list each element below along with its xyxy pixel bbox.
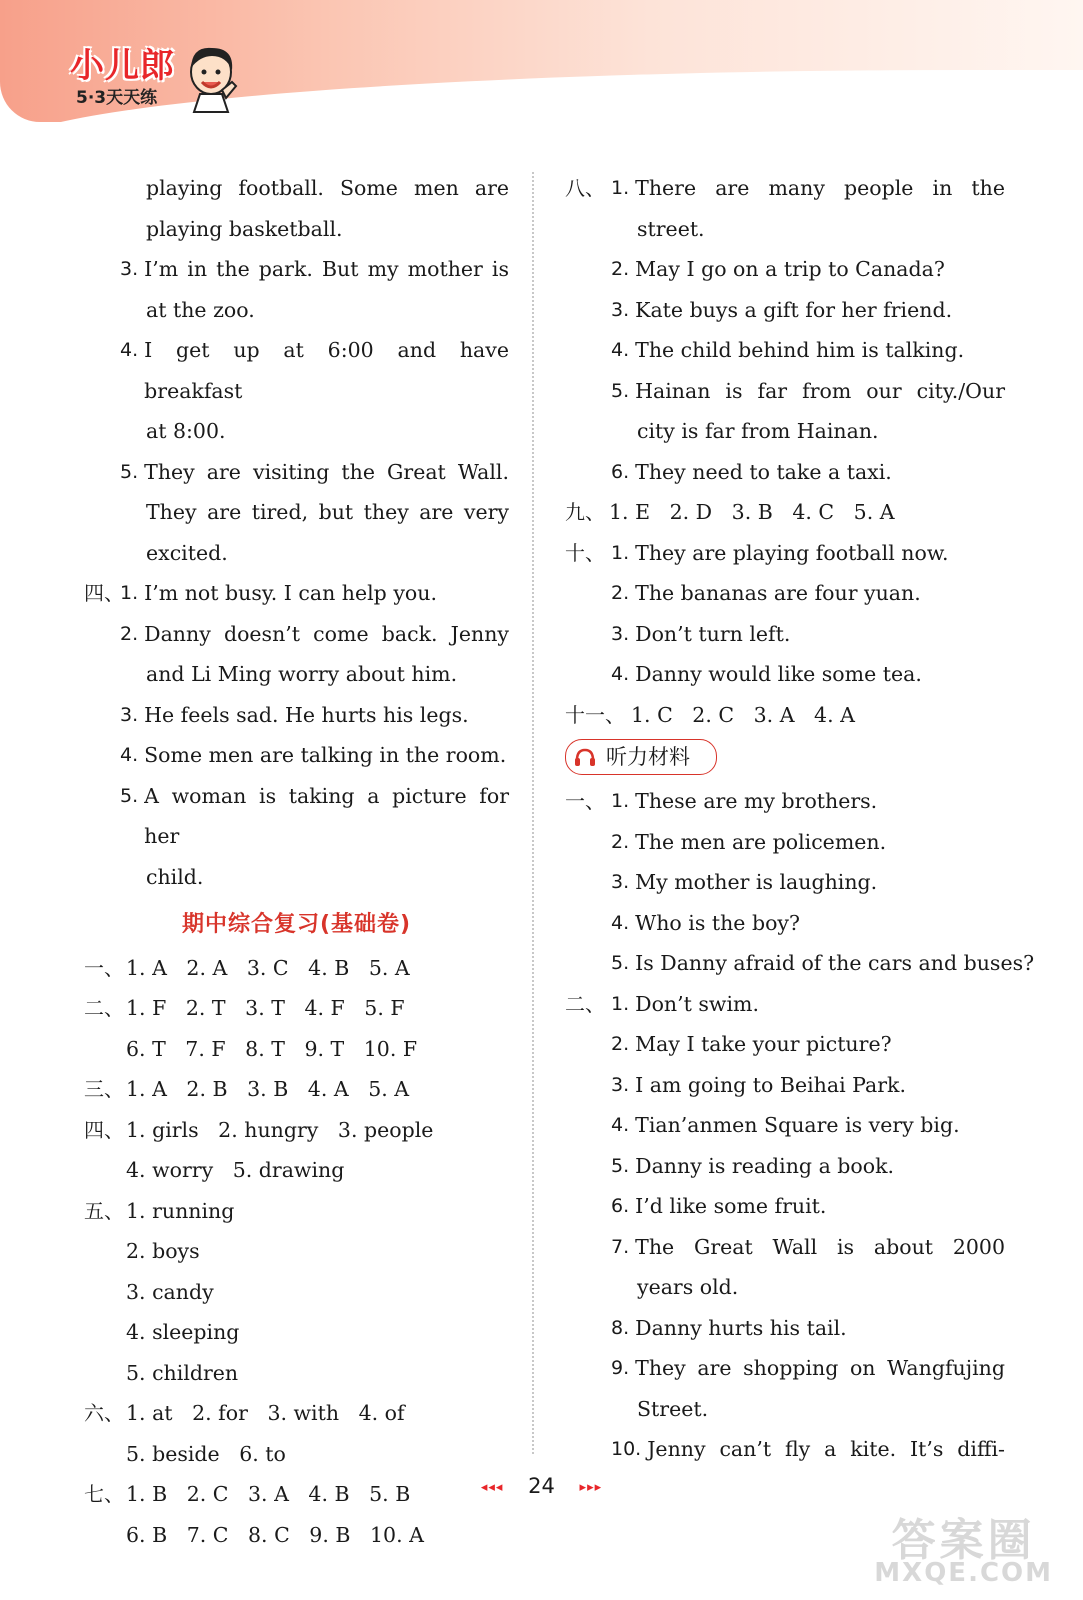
section-number: 四、 (84, 581, 124, 605)
answer-row (84, 735, 509, 776)
item-number: 2. (611, 582, 630, 604)
answer-row (565, 1227, 1005, 1268)
answer-text: My mother is laughing. (635, 870, 878, 894)
answer-row (565, 411, 1005, 452)
section-number: 十、 (565, 540, 605, 565)
answer-text: 1. A 2. A 3. C 4. B 5. A (126, 955, 410, 980)
item-number: 1. (611, 177, 630, 199)
page-footer (0, 1474, 1083, 1498)
answer-row (84, 1312, 509, 1353)
answer-row (565, 209, 1005, 250)
answer-row (565, 371, 1005, 412)
answer-text: 5. children (126, 1360, 239, 1385)
section-number: 七、 (84, 1482, 124, 1506)
answer-text: 4. sleeping (126, 1320, 240, 1344)
answer-row (565, 1389, 1005, 1430)
answer-text: Jenny can’t fly a kite. It’s diffi- (647, 1437, 1005, 1461)
answer-row (84, 1515, 509, 1556)
answer-row (84, 654, 509, 695)
item-number: 4. (120, 744, 139, 766)
answer-row (84, 290, 509, 331)
answer-text: Danny hurts his tail. (635, 1315, 847, 1340)
item-number: 4. (611, 663, 630, 685)
watermark (874, 1504, 1053, 1588)
answer-text: 1. A 2. B 3. B 4. A 5. A (126, 1077, 410, 1101)
answer-row (565, 903, 1005, 944)
answer-row (565, 1065, 1005, 1106)
answer-text: and Li Ming worry about him. (146, 662, 458, 686)
answer-text: city is far from Hainan. (637, 419, 879, 443)
answer-row (84, 452, 509, 493)
section-number: 一、 (84, 955, 124, 980)
item-number: 4. (120, 339, 139, 361)
answer-text: Who is the boy? (635, 910, 800, 935)
answer-text: 6. B 7. C 8. C 9. B 10. A (126, 1522, 424, 1547)
answer-text: Don’t turn left. (635, 621, 791, 646)
answer-row (565, 654, 1005, 695)
answer-text: playing football. Some men are (146, 176, 509, 200)
answer-text: years old. (637, 1275, 739, 1299)
answer-text: May I go on a trip to Canada? (635, 257, 945, 281)
answer-text: 3. candy (126, 1279, 214, 1304)
answer-text: They are tired, but they are very (146, 500, 509, 524)
listening-material-badge (565, 739, 717, 775)
item-number: 3. (611, 622, 630, 645)
item-number: 7. (611, 1235, 630, 1258)
answer-row (565, 492, 1005, 533)
answer-text: May I take your picture? (635, 1032, 892, 1056)
section-number: 四、 (84, 1117, 124, 1142)
answer-text: I am going to Beihai Park. (635, 1072, 906, 1097)
item-number: 1. (611, 992, 630, 1015)
answer-text: Danny doesn’t come back. Jenny (144, 621, 509, 646)
answer-row (84, 948, 509, 989)
answer-row (84, 1353, 509, 1394)
item-number: 2. (611, 830, 630, 853)
listening-material-label: 听力材料 (606, 744, 690, 769)
item-number: 4. (611, 1114, 630, 1136)
section-number: 一、 (565, 789, 605, 813)
answer-row (84, 411, 509, 452)
answer-row (565, 533, 1005, 574)
answer-row (84, 1069, 509, 1110)
answer-row (84, 492, 509, 533)
answer-row (565, 452, 1005, 493)
item-number: 1. (120, 582, 139, 604)
item-number: 5. (611, 379, 630, 402)
answer-text: They are playing football now. (635, 540, 949, 565)
answer-text: 2. boys (126, 1239, 200, 1263)
watermark-url: MXQE.COM (874, 1558, 1053, 1588)
section-number: 六、 (84, 1401, 124, 1425)
answer-row (84, 776, 509, 857)
answer-row (84, 1191, 509, 1232)
answer-row (565, 781, 1005, 822)
item-number: 3. (611, 298, 630, 321)
item-number: 8. (611, 1316, 630, 1339)
answer-row (84, 1110, 509, 1151)
answer-row (565, 822, 1005, 863)
answer-text: Street. (637, 1396, 709, 1421)
section-number: 九、 (565, 500, 605, 524)
answer-text: They are visiting the Great Wall. (144, 459, 509, 484)
section-number: 五、 (84, 1198, 124, 1223)
logo-main-text: 小儿郎 (70, 46, 175, 86)
answer-text: Is Danny afraid of the cars and buses? (635, 951, 1035, 975)
answer-text: The Great Wall is about 2000 (635, 1234, 1005, 1259)
answer-row (565, 168, 1005, 209)
answer-text: I get up at 6:00 and have breakfast (144, 338, 509, 403)
answer-text: Hainan is far from our city./Our (635, 378, 1005, 403)
answer-row (565, 1348, 1005, 1389)
item-number: 5. (120, 784, 139, 807)
item-number: 2. (611, 258, 630, 280)
answer-text: 1. girls 2. hungry 3. people (126, 1117, 434, 1142)
answer-text: playing basketball. (146, 216, 343, 241)
answer-text: They need to take a taxi. (635, 459, 892, 484)
answer-row (565, 1105, 1005, 1146)
headphones-icon (574, 747, 596, 767)
answer-row (565, 1308, 1005, 1349)
answer-row (565, 984, 1005, 1025)
answer-text: 1. B 2. C 3. A 4. B 5. B (126, 1482, 411, 1506)
answer-row (84, 1231, 509, 1272)
answer-text: at 8:00. (146, 419, 226, 443)
answer-text: Danny is reading a book. (635, 1153, 895, 1178)
item-number: 9. (611, 1357, 630, 1379)
item-number: 6. (611, 460, 630, 483)
item-number: 5. (611, 1154, 630, 1177)
column-divider (532, 172, 534, 1454)
item-number: 3. (611, 1073, 630, 1096)
answer-text: There are many people in the (635, 176, 1005, 200)
answer-row (84, 573, 509, 614)
item-number: 3. (611, 871, 630, 893)
answer-row (565, 1146, 1005, 1187)
answer-text: street. (637, 216, 705, 241)
answer-row (84, 1393, 509, 1434)
answer-row (565, 290, 1005, 331)
answer-row (565, 862, 1005, 903)
answer-row (565, 1024, 1005, 1065)
answer-row (565, 1186, 1005, 1227)
answer-row (565, 695, 1005, 736)
right-arrows-icon: ▸▸▸ (579, 1480, 603, 1495)
answer-row (84, 168, 509, 209)
answer-text: 5. beside 6. to (126, 1441, 286, 1466)
answer-text: at the zoo. (146, 297, 255, 322)
item-number: 5. (120, 460, 139, 483)
answer-text: I’d like some fruit. (635, 1194, 827, 1218)
answer-text: 1. C 2. C 3. A 4. A (631, 702, 855, 727)
answer-row (84, 330, 509, 411)
section-number: 二、 (84, 996, 124, 1020)
answer-row (565, 1429, 1005, 1470)
answer-row (84, 533, 509, 574)
answer-text: 1. E 2. D 3. B 4. C 5. A (609, 500, 895, 524)
item-number: 4. (611, 911, 630, 934)
answer-text: They are shopping on Wangfujing (635, 1356, 1005, 1380)
answer-row (84, 249, 509, 290)
answer-row (84, 695, 509, 736)
section-number: 八、 (565, 176, 605, 200)
item-number: 1. (611, 541, 630, 564)
answer-row (84, 1434, 509, 1475)
item-number: 4. (611, 339, 630, 361)
brand-logo (70, 38, 175, 108)
left-column (84, 168, 509, 1555)
section-number: 三、 (84, 1077, 124, 1101)
item-number: 3. (120, 703, 139, 726)
answer-text: Tian’anmen Square is very big. (635, 1113, 960, 1137)
answer-text: Kate buys a gift for her friend. (635, 297, 953, 322)
item-number: 5. (611, 952, 630, 974)
answer-row (565, 573, 1005, 614)
answer-text: 6. T 7. F 8. T 9. T 10. F (126, 1036, 418, 1061)
answer-row (84, 988, 509, 1029)
item-number: 2. (611, 1033, 630, 1055)
answer-text: The child behind him is talking. (635, 338, 965, 362)
answer-text: Some men are talking in the room. (144, 743, 507, 767)
answer-text: 1. running (126, 1198, 235, 1223)
answer-text: excited. (146, 540, 228, 565)
answer-row (84, 1272, 509, 1313)
answer-text: The men are policemen. (635, 829, 887, 854)
answer-text: Don’t swim. (635, 991, 759, 1016)
mascot-boy-icon (182, 42, 240, 114)
item-number: 2. (120, 622, 139, 645)
answer-text: Danny would like some tea. (635, 662, 922, 686)
answer-text: 1. F 2. T 3. T 4. F 5. F (126, 996, 405, 1020)
watermark-title: 答案圈 (891, 1515, 1036, 1566)
logo-sub-text: 5·3天天练 (76, 88, 158, 108)
answer-row (565, 1267, 1005, 1308)
answer-text: These are my brothers. (635, 789, 878, 813)
answer-row (84, 1150, 509, 1191)
right-column (565, 168, 1035, 1470)
left-arrows-icon: ◂◂◂ (480, 1480, 504, 1495)
section-number: 十一、 (565, 702, 625, 727)
answer-text: child. (146, 864, 204, 889)
answer-row (84, 1029, 509, 1070)
answer-text: The bananas are four yuan. (635, 581, 921, 605)
answer-text: I’m not busy. I can help you. (144, 581, 437, 605)
answer-row (565, 943, 1035, 984)
page-number: 24 (528, 1474, 555, 1498)
answer-row (84, 209, 509, 250)
section-title: 期中综合复习(基础卷) (181, 912, 412, 937)
answer-row (565, 249, 1005, 290)
answer-row (84, 614, 509, 655)
item-number: 3. (120, 258, 139, 280)
item-number: 6. (611, 1195, 630, 1217)
item-number: 1. (611, 790, 630, 812)
answer-text: 4. worry 5. drawing (126, 1158, 345, 1182)
answer-row (84, 857, 509, 898)
answer-text: He feels sad. He hurts his legs. (144, 702, 469, 727)
item-number: 10. (611, 1438, 642, 1460)
answer-text: 1. at 2. for 3. with 4. of (126, 1401, 405, 1425)
answer-row (565, 614, 1005, 655)
answer-text: I’m in the park. But my mother is (144, 257, 509, 281)
answer-row (565, 330, 1005, 371)
answer-text: A woman is taking a picture for her (144, 783, 509, 848)
section-number: 二、 (565, 991, 605, 1016)
